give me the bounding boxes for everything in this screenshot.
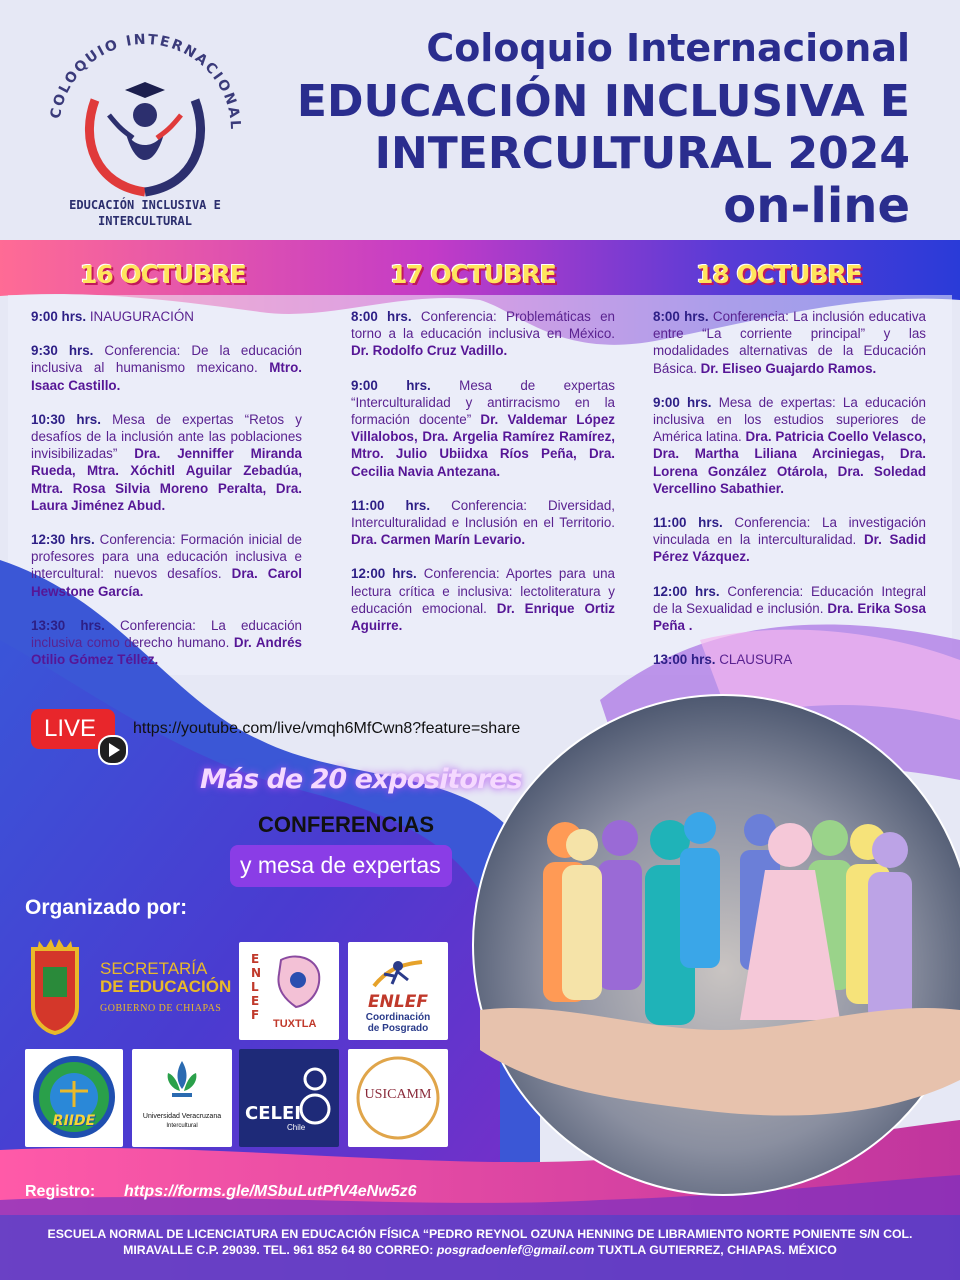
program-item: 10:30 hrs. Mesa de expertas “Retos y desafíos de la inclusión ante las poblaciones invisibilizadas” Dra. Jenniffer Miranda Rueda, Mtra. Xóchitl Aguilar Zebadúa, Mtra. Rosa Silvia Moreno Peralta, Dra. Laura Jiménez Abud. (31, 411, 302, 513)
logo-subtitle-line2: INTERCULTURAL (98, 214, 192, 228)
registration-label: Registro: (25, 1183, 96, 1200)
usicamm-label: USICAMM (364, 1087, 432, 1102)
uv-line1: Universidad Veracruzana (142, 1113, 222, 1120)
enlef2-sub1: Coordinación (365, 1012, 431, 1023)
program-item: 13:00 hrs. CLAUSURA (653, 652, 793, 668)
promo-conferencias: CONFERENCIAS (258, 812, 435, 837)
promo-mesa: y mesa de expertas (240, 852, 441, 878)
day-heading-16: 16 OCTUBRE (80, 260, 246, 289)
organizers-heading: Organizado por: (25, 896, 188, 919)
riide-logo (25, 1049, 123, 1147)
registration-link[interactable]: https://forms.gle/MSbuLutPfV4eNw5z6 (124, 1183, 417, 1200)
program-item: 12:00 hrs. Conferencia: Aportes para una lectura crítica e inclusiva: lectoliteratura y educación emocional. Dr. Enrique Ortiz Aguirre. (351, 566, 615, 634)
program-column-18 (653, 308, 926, 685)
program-column-17 (351, 308, 615, 651)
footer-address-line2 (30, 1243, 930, 1257)
promo-expositores: Más de 20 expositores (200, 764, 522, 795)
youtube-live-link[interactable]: https://youtube.com/live/vmqh6MfCwn8?feature=share (133, 720, 521, 737)
enlef-posgrado-logo (348, 942, 448, 1040)
fleur-de-lis-icon (164, 1059, 200, 1109)
sep-line1: SECRETARÍA (100, 959, 208, 978)
enlef-tuxtla-logo (239, 942, 339, 1040)
program-item: 9:00 hrs. Mesa de expertas: La educación inclusiva en los estudios superiores de América latina. Dra. Patricia Coello Velasco, Dra. Martha Liliana Arciniegas, Dra. Lorena González Otárola, Dra. Soledad Vercellino Sabathier. (653, 394, 926, 496)
logo-subtitle-line1: EDUCACIÓN INCLUSIVA E (69, 198, 221, 212)
logo-ring-text: COLOQUIO INTERNACIONAL (47, 31, 244, 132)
program-item: 13:30 hrs. Conferencia: La educación inclusiva como derecho humano. Dr. Andrés Otilio Gómez Téllez. (31, 617, 302, 668)
celei-figure-icon (297, 1067, 333, 1127)
program-item: 8:00 hrs. Conferencia: Problemáticas en torno a la educación inclusiva en México. Dr. Rodolfo Cruz Vadillo. (351, 309, 615, 359)
runner-icon (370, 956, 426, 992)
riide-label: RIIDE (52, 1113, 96, 1129)
enlef2-sub2: de Posgrado (367, 1023, 429, 1034)
program-item: 12:30 hrs. Conferencia: Formación inicial de profesores para una educación inclusiva e intercultural: nuevos desafíos. Dra. Carol Hewstone García. (31, 532, 302, 599)
uv-intercultural-logo (132, 1049, 232, 1147)
enlef-vertical: ENLEF (251, 952, 262, 1022)
program-item: 9:00 hrs. INAUGURACIÓN (31, 309, 194, 324)
day-heading-17: 17 OCTUBRE (390, 260, 556, 289)
title-line1: Coloquio Internacional (426, 26, 910, 70)
program-item: 8:00 hrs. Conferencia: La inclusión educativa entre “La corriente principal” y las modalidades alternativas de la Educación Básica. Dr. Eliseo Guajardo Ramos. (653, 309, 926, 376)
title-line2: EDUCACIÓN INCLUSIVA E (296, 76, 910, 127)
sep-line2: DE EDUCACIÓN (100, 977, 232, 996)
enlef-emblem-icon (271, 952, 326, 1012)
sep-chiapas-logo (25, 937, 237, 1037)
day-heading-18: 18 OCTUBRE (696, 260, 862, 289)
uv-line2: Intercultural (166, 1123, 198, 1129)
footer-line2-a: MIRAVALLE C.P. 29039. TEL. 961 852 64 80 CORREO: (123, 1243, 437, 1257)
program-item: 11:00 hrs. Conferencia: Diversidad, Interculturalidad e Inclusión en el Territorio. Dra. Carmen Marín Levario. (351, 497, 615, 548)
program-column-16 (31, 308, 302, 685)
celei-country: Chile (287, 1123, 306, 1132)
program-item: 11:00 hrs. Conferencia: La investigación vinculada en la interculturalidad. Dr. Sadid Pérez Vázquez. (653, 515, 926, 565)
program-item: 9:30 hrs. Conferencia: De la educación inclusiva al humanismo mexicano. Mtro. Isaac Castillo. (31, 343, 302, 393)
enlef-city: TUXTLA (273, 1018, 317, 1030)
usicamm-logo (348, 1049, 448, 1147)
celei-logo (239, 1049, 339, 1147)
footer-address-line1: ESCUELA NORMAL DE LICENCIATURA EN EDUCACIÓN FÍSICA “PEDRO REYNOL OZUNA HENNING DE LIBRAMIENTO NORTE PONIENTE S/N COL. (47, 1227, 913, 1241)
coloquio-logo (25, 20, 265, 235)
title-line3: INTERCULTURAL 2024 (374, 128, 910, 179)
chiapas-shield-icon (25, 937, 85, 1035)
celei-label: CELEI (245, 1103, 301, 1124)
play-icon[interactable] (98, 735, 128, 765)
title-line4: on-line (723, 178, 910, 234)
program-item: 12:00 hrs. Conferencia: Educación Integral de la Sexualidad e inclusión. Dra. Erika Sosa Peña . (653, 583, 926, 634)
live-badge-label: LIVE (43, 715, 97, 742)
enlef2-name: ENLEF (368, 992, 428, 1012)
program-item: 9:00 hrs. Mesa de expertas “Interculturalidad y antirracismo en la formación docente” Dr. Valdemar López Villalobos, Dra. Argelia Ramírez Ramírez, Mtro. Julio Ubiidxa Ríos Peña, Dra. Cecilia Navia Antezana. (351, 377, 615, 479)
sep-line3: GOBIERNO DE CHIAPAS (100, 1003, 222, 1014)
footer-email[interactable]: posgradoenlef@gmail.com (436, 1243, 595, 1257)
footer-line2-b: TUXTLA GUTIERREZ, CHIAPAS. MÉXICO (594, 1243, 837, 1257)
